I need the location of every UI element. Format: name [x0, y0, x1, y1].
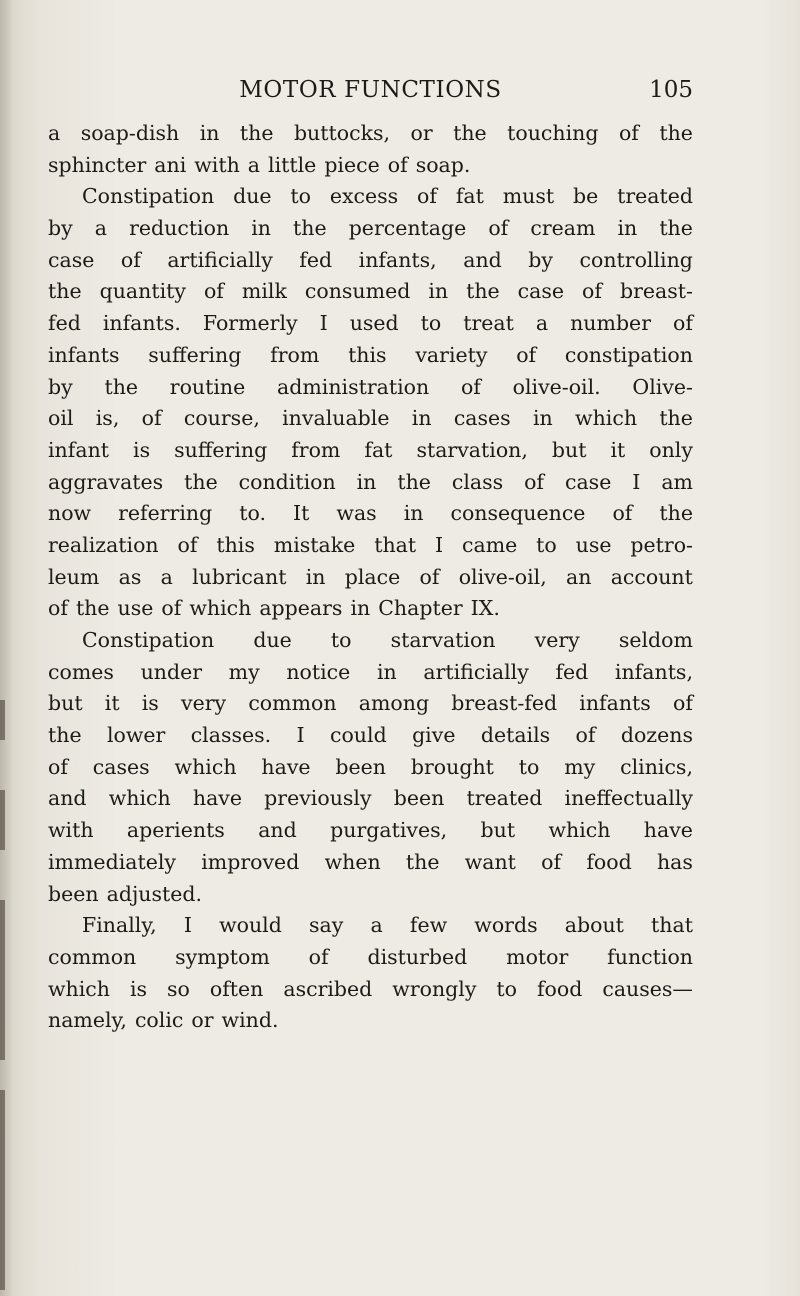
- page-number: 105: [649, 77, 693, 103]
- text-line: realization of this mistake that I came to use petro-: [48, 532, 693, 557]
- text-line: common symptom of disturbed motor function: [48, 944, 693, 969]
- gutter-mark: [0, 700, 5, 740]
- text-line: a soap-dish in the buttocks, or the touching of the: [48, 121, 693, 145]
- text-line: Constipation due to excess of fat must be treated: [82, 184, 693, 209]
- text-line: the lower classes. I could give details of dozens: [48, 723, 693, 748]
- text-line: namely, colic or wind.: [48, 1008, 279, 1033]
- text-line: fed infants. Formerly I used to treat a number of: [48, 311, 693, 336]
- text-line: but it is very common among breast-fed infants of: [48, 691, 693, 716]
- text-line: leum as a lubricant in place of olive-oil, an account: [48, 564, 693, 589]
- text-line: case of artificially fed infants, and by controlling: [48, 247, 693, 272]
- text-line: of the use of which appears in Chapter IX.: [48, 596, 500, 621]
- text-line: oil is, of course, invaluable in cases in which the: [48, 406, 693, 431]
- text-line: with aperients and purgatives, but which have: [48, 818, 693, 843]
- text-line: aggravates the condition in the class of case I am: [48, 469, 693, 494]
- text-line: of cases which have been brought to my clinics,: [48, 754, 693, 779]
- running-header: [48, 74, 693, 110]
- running-title: MOTOR FUNCTIONS: [239, 77, 502, 103]
- text-line: infants suffering from this variety of constipation: [48, 342, 693, 367]
- paragraph: [48, 625, 693, 910]
- text-line: sphincter ani with a little piece of soap.: [48, 152, 471, 177]
- text-line: Constipation due to starvation very seldom: [82, 628, 693, 652]
- paragraph: [48, 118, 693, 181]
- text-line: Finally, I would say a few words about that: [82, 913, 693, 938]
- text-line: immediately improved when the want of food has: [48, 849, 693, 874]
- text-line: been adjusted.: [48, 881, 203, 906]
- text-line: infant is suffering from fat starvation, but it only: [48, 437, 693, 462]
- paragraph: [48, 181, 693, 625]
- text-line: now referring to. It was in consequence of the: [48, 501, 693, 526]
- gutter-mark: [0, 1090, 5, 1290]
- text-line: and which have previously been treated ineffectually: [48, 786, 693, 811]
- text-line: comes under my notice in artificially fed infants,: [48, 659, 693, 684]
- body-text: [48, 118, 693, 1037]
- text-line: by the routine administration of olive-oil. Olive-: [48, 374, 693, 399]
- gutter-mark: [0, 790, 5, 850]
- text-line: by a reduction in the percentage of cream in the: [48, 216, 693, 241]
- gutter-mark: [0, 900, 5, 1060]
- text-line: the quantity of milk consumed in the case of breast-: [48, 279, 693, 304]
- text-line: which is so often ascribed wrongly to food causes—: [48, 976, 693, 1001]
- paragraph: [48, 910, 693, 1037]
